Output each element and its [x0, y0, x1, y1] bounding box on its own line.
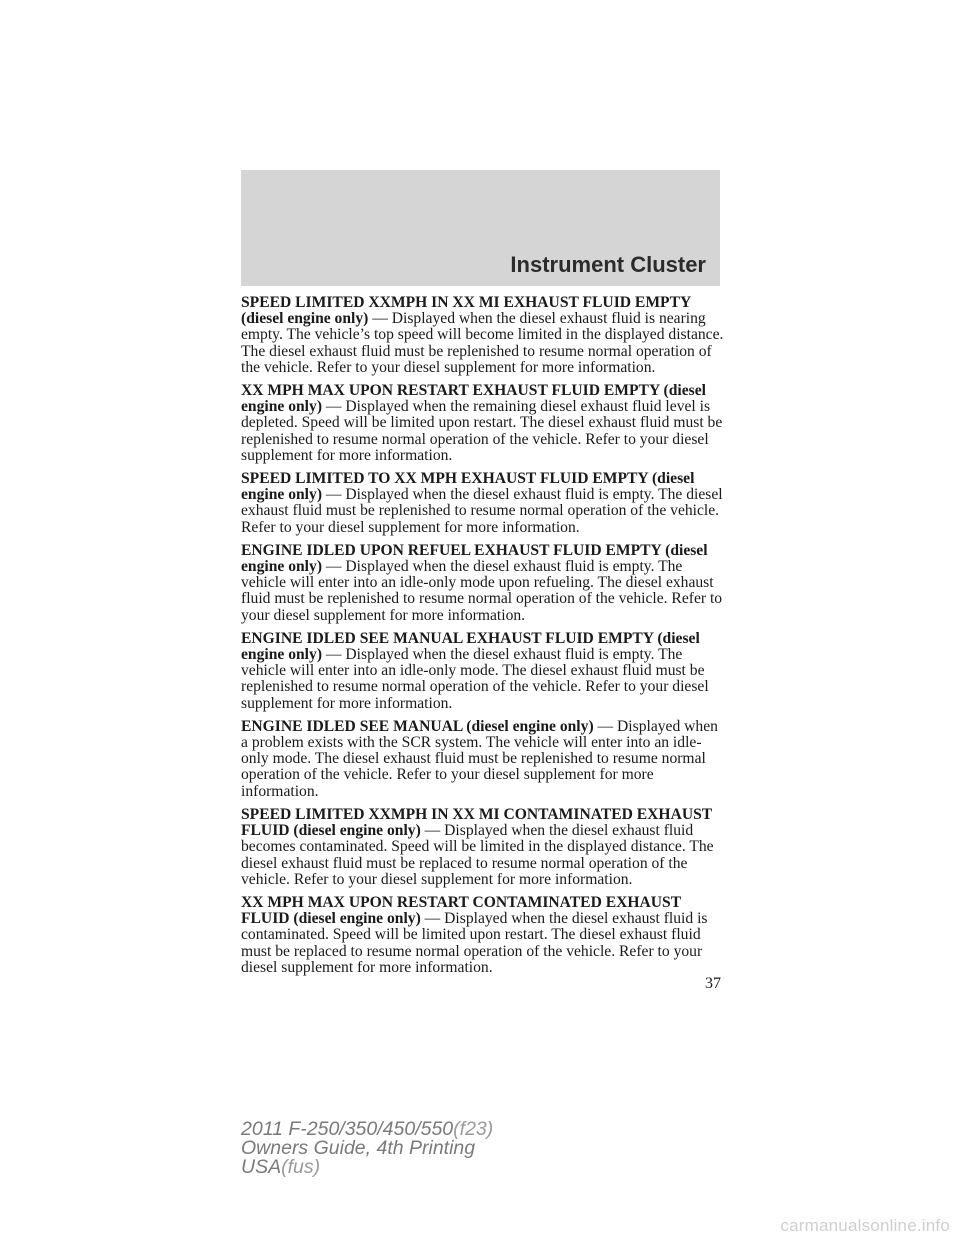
footer-model: 2011 F-250/350/450/550 [241, 1118, 454, 1140]
message-entry [241, 543, 725, 624]
message-entry [241, 807, 725, 888]
message-entry [241, 631, 725, 712]
message-description: — Displayed when the diesel exhaust fluid is nearing empty. The vehicle’s top speed will become limited in the displayed distance. The diesel exhaust fluid must be replenished to resume normal operation of the vehicle. Refer to your diesel supplement for more information. [241, 310, 724, 376]
watermark-text: carmanualsonline.info [780, 1216, 950, 1235]
message-entry [241, 471, 725, 536]
message-title: SPEED LIMITED XXMPH IN XX MI CONTAMINATED EXHAUST FLUID (diesel engine only) [241, 805, 712, 840]
section-header-band [241, 170, 720, 286]
message-entry [241, 295, 725, 376]
message-description: — Displayed when a problem exists with the SCR system. The vehicle will enter into an idle-only mode. The diesel exhaust fluid must be replenished to resume normal operation of the vehicle. Refer to your diesel supplement for more information. [241, 717, 718, 800]
message-list [241, 295, 725, 983]
footer-line-edition: Owners Guide, 4th Printing [241, 1137, 476, 1159]
message-entry [241, 719, 725, 800]
section-title: Instrument Cluster [510, 252, 706, 277]
message-description: — Displayed when the diesel exhaust fluid is empty. The vehicle will enter into an idle-only mode. The diesel exhaust fluid must be replenished to resume normal operation of the vehicle. Refer to your diesel supplement for more information. [241, 646, 709, 712]
message-description: — Displayed when the diesel exhaust fluid is empty. The diesel exhaust fluid must be replenished to resume normal operation of the vehicle. Refer to your diesel supplement for more information. [241, 486, 723, 536]
message-title: SPEED LIMITED XXMPH IN XX MI EXHAUST FLUID EMPTY (diesel engine only) [241, 294, 691, 328]
footer-market-code: (fus) [281, 1156, 321, 1178]
footer-market: USA [241, 1156, 282, 1178]
document-footer [241, 1120, 493, 1177]
footer-line-market [241, 1158, 493, 1177]
footer-model-code: (f23) [453, 1118, 494, 1140]
message-title: XX MPH MAX UPON RESTART EXHAUST FLUID EMPTY (diesel engine only) [241, 382, 706, 416]
message-description: — Displayed when the remaining diesel exhaust fluid level is depleted. Speed will be limited upon restart. The diesel exhaust fluid must be replenished to resume normal operation of the vehicle. Refer to your diesel supplement for more information. [241, 398, 723, 464]
message-description: — Displayed when the diesel exhaust fluid is contaminated. Speed will be limited upon restart. The diesel exhaust fluid must be replaced to resume normal operation of the vehicle. Refer to your diesel supplement for more information. [241, 910, 708, 976]
message-title: ENGINE IDLED SEE MANUAL EXHAUST FLUID EMPTY (diesel engine only) [241, 629, 700, 664]
message-title: ENGINE IDLED SEE MANUAL (diesel engine only) [241, 717, 594, 735]
message-entry [241, 383, 725, 464]
page-number: 37 [705, 975, 721, 992]
message-description: — Displayed when the diesel exhaust fluid becomes contaminated. Speed will be limited in the displayed distance. The diesel exhaust fluid must be replaced to resume normal operation of the vehicle. Refer to your diesel supplement for more information. [241, 822, 714, 888]
message-title: XX MPH MAX UPON RESTART CONTAMINATED EXHAUST FLUID (diesel engine only) [241, 893, 681, 928]
message-description: — Displayed when the diesel exhaust fluid is empty. The vehicle will enter into an idle-only mode upon refueling. The diesel exhaust fluid must be replenished to resume normal operation of the vehicle. Refer to your diesel supplement for more information. [241, 558, 723, 624]
message-title: SPEED LIMITED TO XX MPH EXHAUST FLUID EMPTY (diesel engine only) [241, 470, 695, 504]
message-title: ENGINE IDLED UPON REFUEL EXHAUST FLUID EMPTY (diesel engine only) [241, 541, 708, 576]
message-entry [241, 895, 725, 976]
